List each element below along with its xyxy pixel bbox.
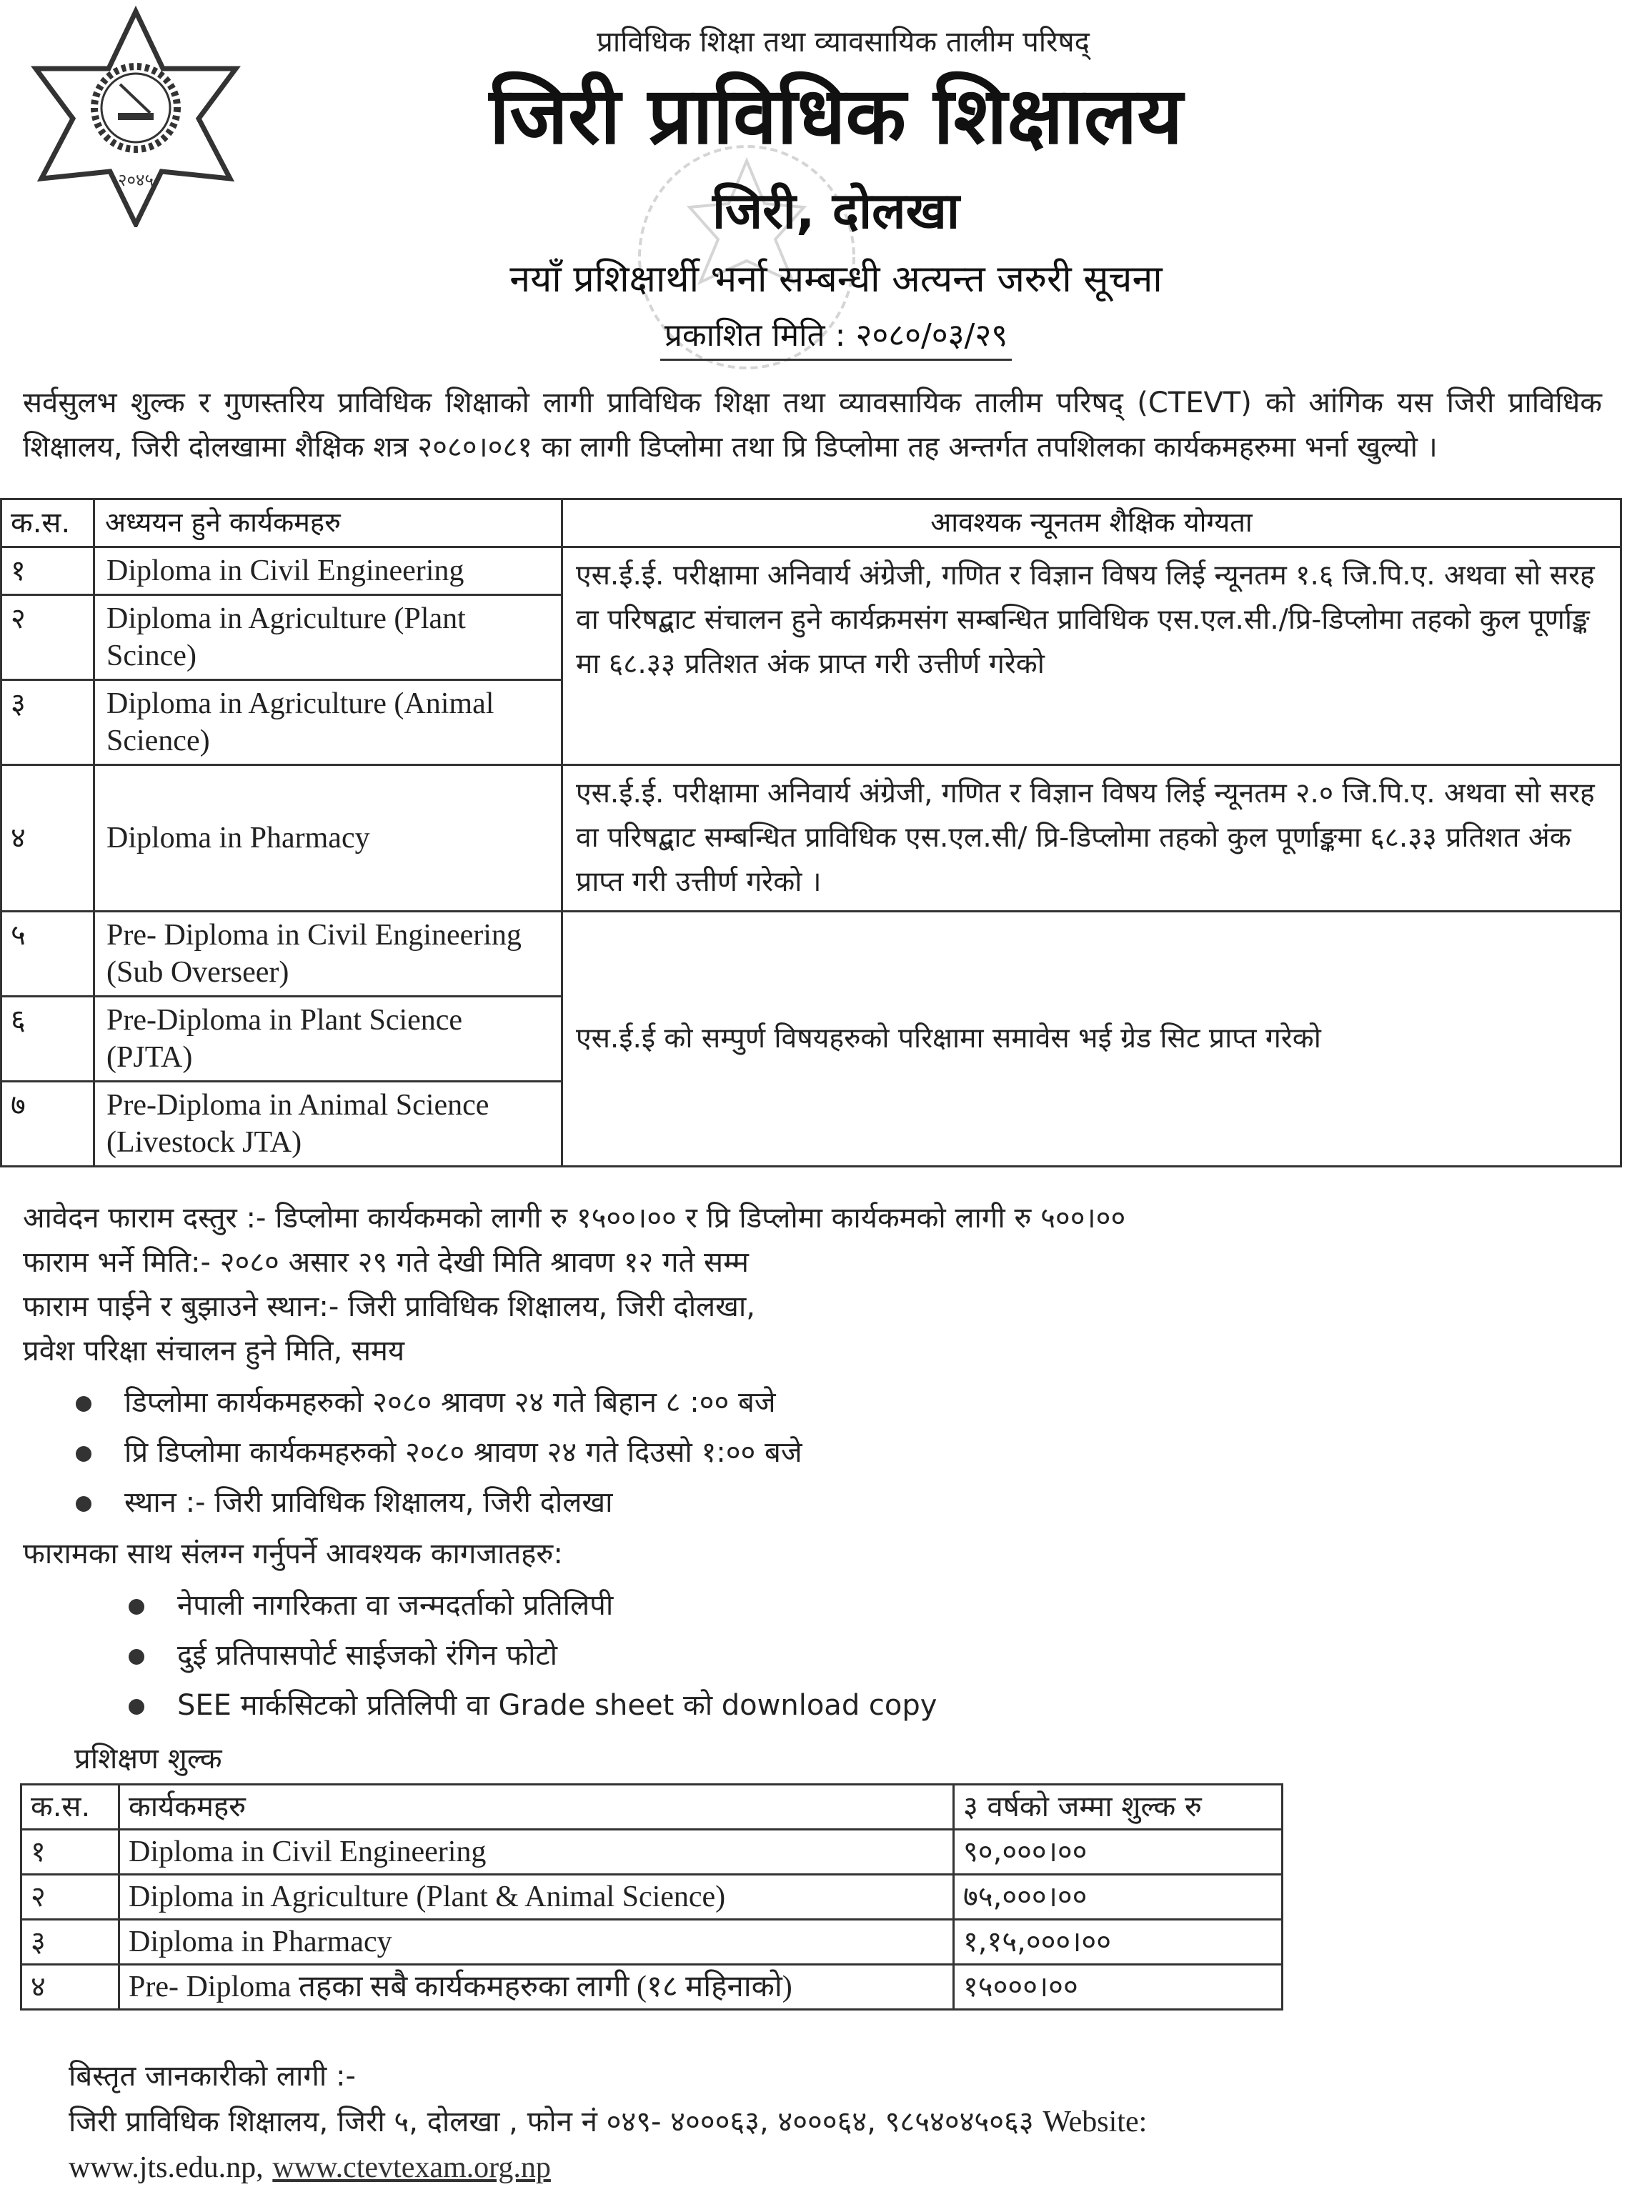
bullet-icon [76,1396,91,1412]
contact-text: जिरी प्राविधिक शिक्षालय, जिरी ५, दोलखा , फोन नं ०४९- ४०००६३, ४०००६४, ९८५४०४५०६३ [69,2106,1034,2138]
document-item [0,1680,1652,1730]
row-sn: ४ [1,765,94,912]
programs-table [0,498,1622,1167]
inner-circle [101,74,170,142]
row-program: Pre- Diploma तहका सबै कार्यकमहरुका लागी (१८ महिनाको) [119,1965,954,2010]
footer-contact [69,2099,1609,2145]
exam-item-text: डिप्लोमा कार्यकमहरुको २०८० श्रावण २४ गते बिहान ८ :०० बजे [124,1386,776,1419]
document-item-text: नेपाली नागरिकता वा जन्मदर्ताको प्रतिलिपी [177,1589,614,1622]
school-name: जिरी प्राविधिक शिक्षालय [489,70,1183,161]
bullet-icon [76,1496,91,1512]
tool-icon [120,84,150,113]
council-name-text: प्राविधिक शिक्षा तथा व्यावसायिक तालीम परिषद् [597,26,1090,59]
logo-year: २०४५ [118,170,154,190]
document-item [0,1630,1652,1680]
row-sn: ७ [1,1082,94,1167]
bullet-icon [129,1699,144,1715]
table-row [21,1965,1283,2010]
row-program: Diploma in Civil Engineering [119,1830,954,1875]
row-program: Diploma in Civil Engineering [94,547,562,595]
documents-heading: फारामका साथ संलग्न गर्नुपर्ने आवश्यक कागजातहरु: [23,1538,563,1570]
document-item-text: दुई प्रतिपासपोर्ट साईजको रंगिन फोटो [177,1639,557,1672]
exam-heading: प्रवेश परिक्षा संचालन हुने मिति, समय [23,1335,405,1367]
requirement-pharmacy: एस.ई.ई. परीक्षामा अनिवार्य अंग्रेजी, गणित र विज्ञान विषय लिई न्यूनतम २.० जि.पि.ए. अथवा सो सरह वा परिषद्बाट सम्बन्धित प्राविधिक एस.एल.सी/ प्रि-डिप्लोमा तहको कुल पूर्णाङ्कमा ६८.३३ प्रतिशत अंक प्राप्त गरी उत्तीर्ण गरेको । [562,765,1621,912]
website-label: Website: [1043,2106,1148,2138]
document-item [0,1580,1652,1630]
intro-paragraph: सर्वसुलभ शुल्क र गुणस्तरिय प्राविधिक शिक्षाको लागी प्राविधिक शिक्षा तथा व्यावसायिक तालीम परिषद् (CTEVT) को आंगिक यस जिरी प्राविधिक शिक्षालय, जिरी दोलखामा शैक्षिक शत्र २०८०।०८१ का लागी डिप्लोमा तथा प्रि डिप्लोमा तह अन्तर्गत तपशिलका कार्यकमहरुमा भर्ना खुल्यो । [23,387,1603,464]
row-sn: ६ [1,997,94,1082]
table-header-row [1,499,1621,547]
header-fee: ३ वर्षको जम्मा शुल्क रु [954,1785,1283,1830]
published-date-sep: : [835,317,856,354]
row-sn: २ [1,595,94,680]
row-program: Pre-Diploma in Animal Science (Livestock JTA) [94,1082,562,1167]
fees-table [20,1783,1283,2011]
header-requirement: आवश्यक न्यूनतम शैक्षिक योग्यता [562,499,1621,547]
header-sn: क.स. [21,1785,119,1830]
row-program: Diploma in Agriculture (Plant Scince) [94,595,562,680]
notice-title: नयाँ प्रशिक्षार्थी भर्ना सम्बन्धी अत्यन्त जरुरी सूचना [509,258,1163,301]
footer [69,2053,1609,2191]
row-program: Diploma in Pharmacy [94,765,562,912]
info-block [0,1196,1652,1730]
table-row [1,912,1621,997]
document-item-text: SEE मार्कसिटको प्रतिलिपी वा Grade sheet को download copy [177,1689,937,1722]
table-row [21,1875,1283,1920]
website-link-ctevtexam[interactable]: www.ctevtexam.org.np [272,2151,551,2184]
published-date-label: प्रकाशित मिति [664,317,825,354]
exam-item [0,1428,1652,1478]
published-date-value: २०८०/०३/२९ [855,317,1008,354]
form-dates-line: फाराम भर्ने मिति:- २०८० असार २९ गते देखी मिति श्रावण १२ गते सम्म [23,1246,749,1279]
row-sn: ४ [21,1965,119,2010]
council-name [272,24,1415,60]
website-separator: , [256,2151,264,2184]
table-row [1,765,1621,912]
row-sn: १ [1,547,94,595]
table-row [21,1920,1283,1965]
published-date [660,314,1012,361]
school-location: जिरी, दोलखा [712,181,960,240]
application-fee-line: आवेदन फाराम दस्तुर :- डिप्लोमा कार्यकमको लागी रु १५००।०० र प्रि डिप्लोमा कार्यकमको लागी रु ५००।०० [23,1202,1126,1235]
requirement-pre-diploma: एस.ई.ई को सम्पुर्ण विषयहरुको परिक्षामा समावेस भई ग्रेड सिट प्राप्त गरेको [562,912,1621,1167]
exam-item-text: स्थान :- जिरी प्राविधिक शिक्षालय, जिरी दोलखा [124,1486,613,1519]
row-fee: १५०००।०० [954,1965,1283,2010]
row-program: Pre- Diploma in Civil Engineering (Sub Overseer) [94,912,562,997]
footer-websites [69,2145,1609,2191]
notice-body [0,381,1652,2191]
exam-item [0,1377,1652,1428]
row-program: Diploma in Agriculture (Animal Science) [94,680,562,765]
row-program: Diploma in Agriculture (Plant & Animal Science) [119,1875,954,1920]
website-link-jts[interactable]: www.jts.edu.np [69,2151,257,2184]
ctevt-logo-icon [29,6,243,227]
gear-icon [94,66,177,149]
exam-item [0,1478,1652,1528]
requirement-diploma-general: एस.ई.ई. परीक्षामा अनिवार्य अंग्रेजी, गणित र विज्ञान विषय लिई न्यूनतम १.६ जि.पि.ए. अथवा सो सरह वा परिषद्बाट संचालन हुने कार्यक्रमसंग सम्बन्धित प्राविधिक एस.एल.सी./प्रि-डिप्लोमा तहको कुल पूर्णाङ्क मा ६८.३३ प्रतिशत अंक प्राप्त गरी उत्तीर्ण गरेको [562,547,1621,765]
table-row [1,547,1621,595]
row-sn: १ [21,1830,119,1875]
row-sn: ३ [21,1920,119,1965]
row-fee: १,१५,०००।०० [954,1920,1283,1965]
row-sn: ३ [1,680,94,765]
form-place-line: फाराम पाईने र बुझाउने स्थान:- जिरी प्राविधिक शिक्षालय, जिरी दोलखा, [23,1290,755,1323]
header-program: अध्ययन हुने कार्यकमहरु [94,499,562,547]
row-sn: ५ [1,912,94,997]
published-date-row [300,314,1372,361]
bullet-icon [76,1446,91,1462]
header-program: कार्यकमहरु [119,1785,954,1830]
row-program: Diploma in Pharmacy [119,1920,954,1965]
wrench-icon [118,113,154,120]
footer-heading: बिस्तृत जानकारीको लागी :- [69,2060,356,2093]
documents-list [0,1580,1652,1730]
row-program: Pre-Diploma in Plant Science (PJTA) [94,997,562,1082]
row-fee: ९०,०००।०० [954,1830,1283,1875]
notice-header [0,0,1652,375]
table-header-row [21,1785,1283,1830]
table-row [21,1830,1283,1875]
bullet-icon [129,1649,144,1665]
bullet-icon [129,1599,144,1615]
exam-list [0,1377,1652,1528]
row-sn: २ [21,1875,119,1920]
row-fee: ७५,०००।०० [954,1875,1283,1920]
exam-item-text: प्रि डिप्लोमा कार्यकमहरुको २०८० श्रावण २४ गते दिउसो १:०० बजे [124,1436,802,1469]
header-sn: क.स. [1,499,94,547]
fees-table-title: प्रशिक्षण शुल्क [74,1743,222,1775]
